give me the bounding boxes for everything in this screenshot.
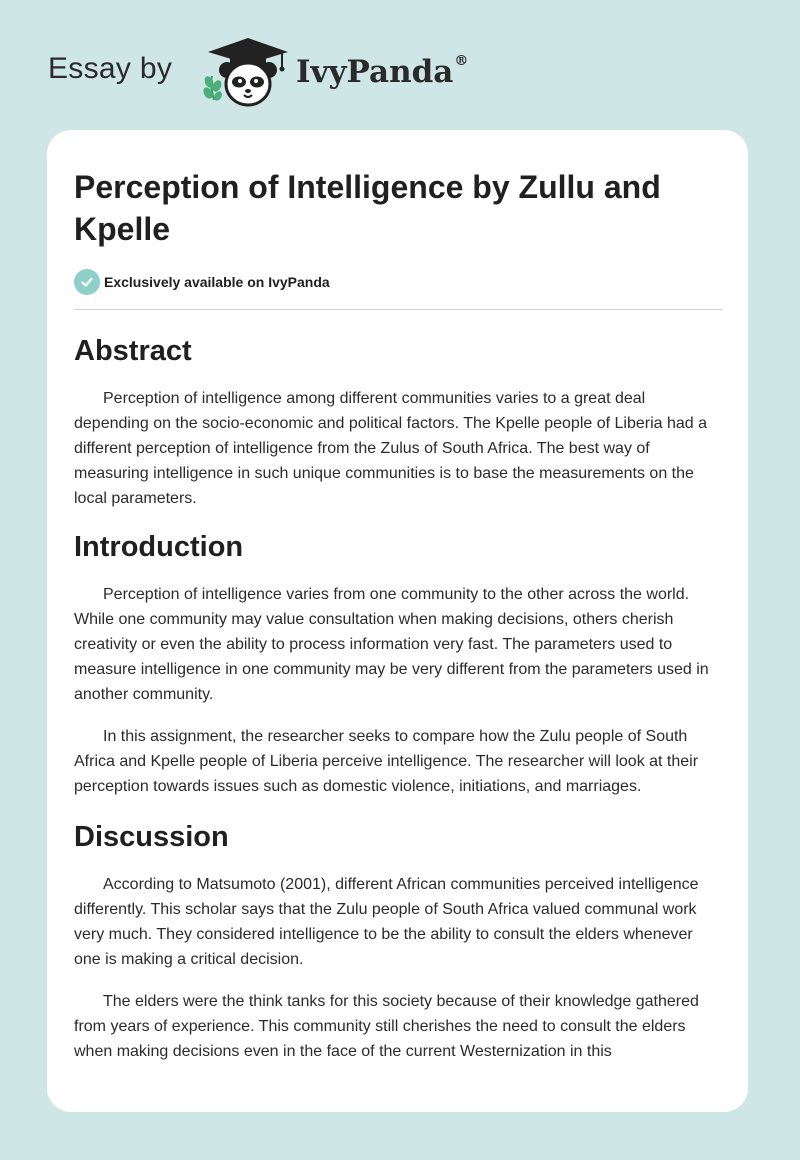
- brand-text: IvyPanda: [296, 54, 454, 90]
- introduction-paragraph-2: In this assignment, the researcher seeks to compare how the Zulu people of South Africa and Kpelle people of Liberia perceive intelligence. The researcher will look at their perception towards issues such as domestic violence, initiations, and marriages.: [74, 728, 699, 795]
- abstract-paragraph: Perception of intelligence among different communities varies to a great deal depending on the socio-economic and political factors. The Kpelle people of Liberia had a different perception of intelligence from the Zulus of South Africa. The best way of measuring intelligence in such unique communities is to base the measurements on the local parameters.: [74, 390, 708, 507]
- introduction-heading: Introduction: [74, 531, 244, 563]
- discussion-heading: Discussion: [74, 821, 229, 853]
- site-header: [0, 0, 800, 130]
- divider: [74, 309, 722, 310]
- badge-label: Exclusively available on IvyPanda: [104, 274, 330, 290]
- registered-mark: ®: [454, 52, 469, 69]
- discussion-paragraph-1: According to Matsumoto (2001), different African communities perceived intelligence differently. This scholar says that the Zulu people of South Africa valued communal work very much. They considered intelligence to be the ability to consult the elders whenever one is making a critical decision.: [74, 876, 699, 968]
- essay-card: [47, 130, 748, 1112]
- exclusive-badge: [74, 268, 721, 296]
- panda-graduate-icon[interactable]: [200, 34, 292, 110]
- brand-name[interactable]: [296, 54, 468, 90]
- abstract-heading: Abstract: [74, 335, 192, 367]
- introduction-paragraph-1: Perception of intelligence varies from one community to the other across the world. While one community may value consultation when making decisions, others cherish creativity or even the ability to process information very fast. The parameters used to measure intelligence in one community may be very different from the parameters used in another community.: [74, 586, 709, 703]
- essay-by-label: Essay by: [48, 52, 173, 85]
- discussion-paragraph-2: The elders were the think tanks for this society because of their knowledge gathered from years of experience. This community still cherishes the need to consult the elders when making decisions even in the face of the current Westernization in this: [74, 993, 699, 1060]
- check-icon: [74, 269, 100, 295]
- page-title: Perception of Intelligence by Zullu and Kpelle: [74, 169, 661, 247]
